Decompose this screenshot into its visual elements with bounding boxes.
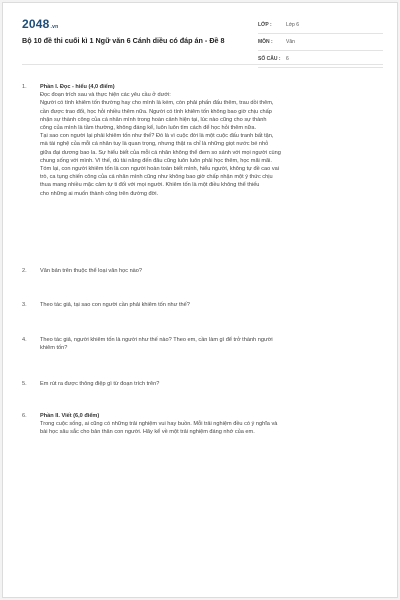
section-heading: Phần II. Viết (6,0 điểm)	[40, 413, 100, 419]
site-logo[interactable]	[22, 17, 58, 31]
question-line: Em rút ra được thông điệp gì từ đoạn trích trên?	[40, 381, 160, 387]
question-body	[40, 267, 383, 275]
question-body	[40, 83, 383, 198]
question-line: Người có tính khiêm tốn thường hay cho mình là kém, còn phải phấn đấu thêm, trau dồi thêm,	[40, 100, 274, 107]
meta-key: SỐ CÂU :	[258, 56, 281, 62]
question-number: 3.	[22, 302, 27, 308]
question-line: Theo tác giả, tại sao con người cần phải khiêm tốn như thế?	[40, 302, 190, 308]
question-line: trò, ca tụng chiến công của cá nhân mình cũng như không bao giờ chấp nhận một ý thức chịu	[40, 174, 273, 181]
question-line: Đọc đoạn trích sau và thực hiện các yêu cầu ở dưới:	[40, 92, 171, 99]
question-body	[40, 380, 383, 388]
question-line: Trong cuộc sống, ai cũng có những trải nghiệm vui hay buồn. Mỗi trải nghiệm đều có ý nghĩa và	[40, 421, 278, 428]
question-number: 2.	[22, 268, 27, 274]
meta-row-subject	[258, 34, 383, 51]
question-line: cần được trao đổi, học hỏi nhiều thêm nữa. Người có tính khiêm tốn không bao giờ chịu chấp	[40, 108, 272, 115]
question-line: chung sống với mình. Vì thế, dù tài năng đến đâu cũng luôn luôn phải học thêm, học mãi mãi.	[40, 157, 272, 164]
question-body	[40, 412, 383, 437]
meta-row-question-count	[258, 51, 383, 68]
question-number: 4.	[22, 337, 27, 343]
logo-main-text: 2048	[22, 17, 50, 31]
logo-suffix-text: .vn	[50, 24, 59, 30]
question-line: mà tài nghệ của mỗi cá nhân tuy là quan trọng, nhưng thật ra chỉ là những giọt nước bé nhỏ	[40, 141, 269, 148]
meta-value: Lớp 6	[286, 22, 300, 28]
question-line: Tóm lại, con người khiêm tốn là con người hoàn toàn biết mình, hiểu người, không tự đề cao vai	[40, 166, 279, 173]
meta-key: LỚP :	[258, 22, 272, 28]
document-title: Bộ 10 đề thi cuối kì 1 Ngữ văn 6 Cánh diều có đáp án - Đề 8	[22, 36, 225, 45]
question-number: 1.	[22, 84, 27, 90]
meta-row-class	[258, 17, 383, 34]
question-number: 6.	[22, 413, 27, 419]
meta-key: MÔN :	[258, 39, 273, 45]
question-line: Tại sao con người lại phải khiêm tốn như thế? Đó là vì cuộc đời là một cuộc đấu tranh bất tận,	[40, 133, 274, 140]
question-line: Văn bản trên thuộc thể loại văn học nào?	[40, 268, 143, 274]
question-body	[40, 336, 383, 352]
question-line: cho những ai muốn thành công trên đường đời.	[40, 190, 159, 197]
question-line: nhận sự thành công của cá nhân mình trong hoàn cảnh hiện tại, lúc nào cũng cho sự thành	[40, 116, 267, 123]
question-line: giữa đại dương bao la. Sự hiểu biết của mỗi cá nhân không thể đem so sánh với mọi người cùng	[40, 149, 281, 156]
question-body	[40, 301, 383, 309]
question-line: khiêm tốn?	[40, 345, 68, 352]
question-line: bài học sâu sắc cho bản thân con người. Hãy kể về một trải nghiệm đáng nhớ của em.	[40, 429, 255, 436]
meta-info-panel	[258, 17, 383, 68]
question-line: công của mình là tầm thường, không đáng kể, luôn luôn tìm cách để học hỏi thêm nữa.	[40, 125, 257, 132]
question-number: 5.	[22, 381, 27, 387]
section-heading: Phần I. Đọc - hiểu (4,0 điểm)	[40, 84, 115, 90]
meta-value: 6	[286, 56, 289, 62]
header-divider	[22, 64, 383, 65]
document-page	[2, 2, 398, 598]
meta-value: Văn	[286, 39, 295, 45]
question-line: Theo tác giả, người khiêm tốn là người như thế nào? Theo em, cần làm gì để trở thành người	[40, 337, 273, 343]
question-line: thua mang nhiều mặc cảm tự ti đối với mọi người. Khiêm tốn là một điều không thể thiếu	[40, 182, 260, 189]
